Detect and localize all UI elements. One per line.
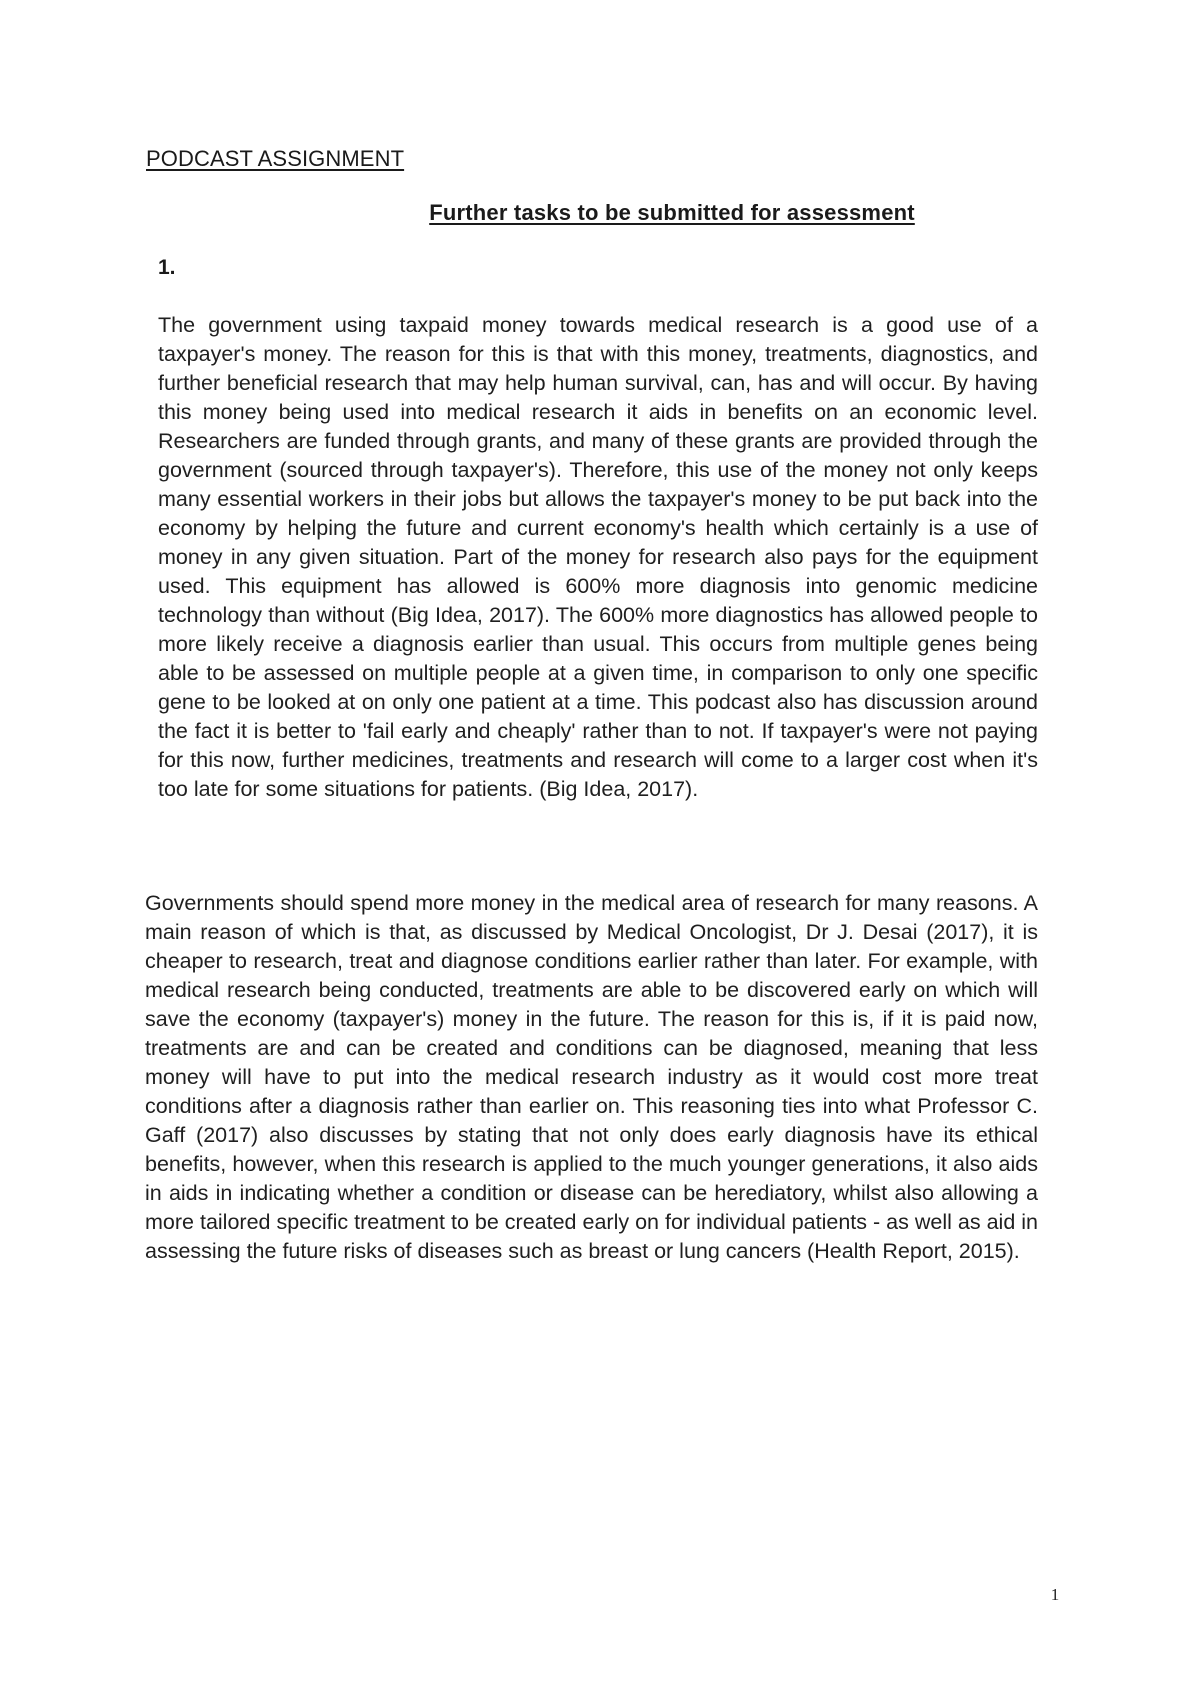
section-number: 1. [158, 256, 176, 279]
body-paragraph: The government using taxpaid money towards medical research is a good use of a taxpayer's money. The reason for this is that with this money, treatments, diagnostics, and further beneficial research that may help human survival, can, has and will occur. By having this money being used into medical research it aids in benefits on an economic level. Researchers are funded through grants, and many of these grants are provided through the government (sourced through taxpayer's). Therefore, this use of the money not only keeps many essential workers in their jobs but allows the taxpayer's money to be put back into the economy by helping the future and current economy's health which certainly is a use of money in any given situation. Part of the money for research also pays for the equipment used. This equipment has allowed is 600% more diagnosis into genomic medicine technology than without (Big Idea, 2017). The 600% more diagnostics has allowed people to more likely receive a diagnosis earlier than usual. This occurs from multiple genes being able to be assessed on multiple people at a given time, in comparison to only one specific gene to be looked at on only one patient at a time. This podcast also has discussion around the fact it is better to 'fail early and cheaply' rather than to not. If taxpayer's were not paying for this now, further medicines, treatments and research will come to a larger cost when it's too late for some situations for patients. (Big Idea, 2017). [158, 313, 1038, 801]
body-paragraph: Governments should spend more money in the medical area of research for many reasons. A main reason of which is that, as discussed by Medical Oncologist, Dr J. Desai (2017), it is cheaper to research, treat and diagnose conditions earlier rather than later. For example, with medical research being conducted, treatments are able to be discovered early on which will save the economy (taxpayer's) money in the future. The reason for this is, if it is paid now, treatments are and can be created and conditions can be diagnosed, meaning that less money will have to put into the medical research industry as it would cost more treat conditions after a diagnosis rather than earlier on. This reasoning ties into what Professor C. Gaff (2017) also discusses by stating that not only does early diagnosis have its ethical benefits, however, when this research is applied to the much younger generations, it also aids in aids in indicating whether a condition or disease can be herediatory, whilst also allowing a more tailored specific treatment to be created early on for individual patients - as well as aid in assessing the future risks of diseases such as breast or lung cancers (Health Report, 2015). [145, 891, 1038, 1263]
document-title: PODCAST ASSIGNMENT [146, 146, 405, 171]
page-number: 1 [1050, 1585, 1060, 1604]
document-subtitle: Further tasks to be submitted for assessment [429, 200, 915, 225]
